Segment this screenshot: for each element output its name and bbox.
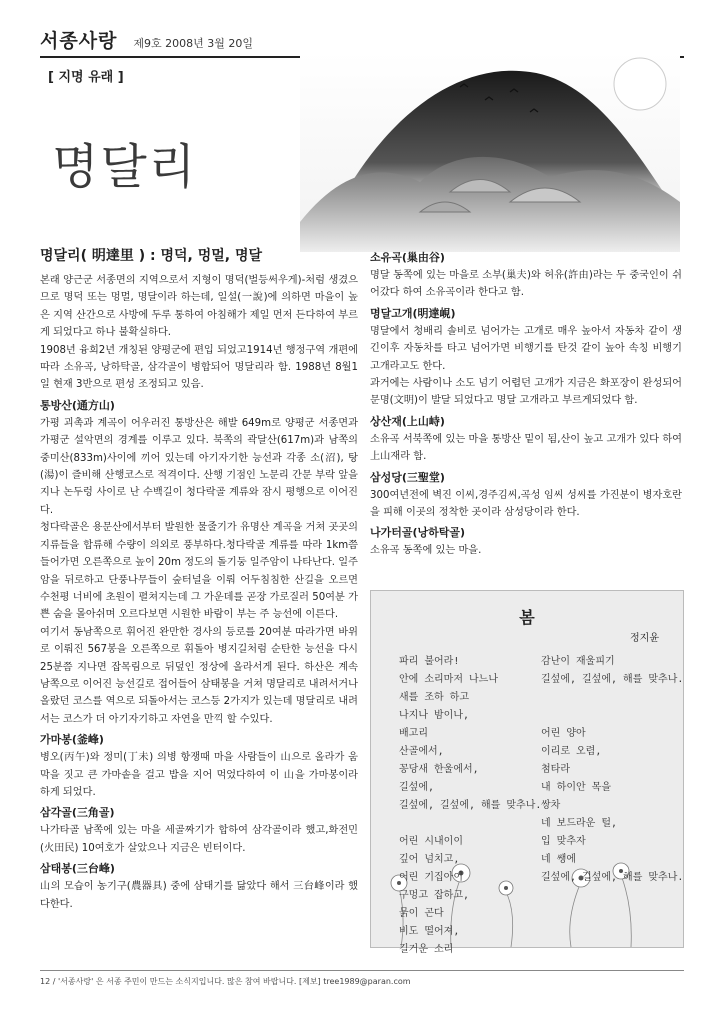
poem-line: 길섶에, 길섶에, 해를 맞추나. — [399, 800, 542, 811]
poem-line: 길섶에, 길섶에, 해를 맞추나. — [541, 872, 684, 883]
poem-line — [541, 689, 681, 707]
poem-line: 파리 불어라! — [399, 656, 460, 667]
poem-line: 쌍차 — [541, 800, 561, 811]
section-paragraph: 가평 괴촉과 계곡이 어우러진 통방산은 해발 649m로 양평군 서종면과 가평군 설악면의 경계를 이루고 있다. 북쪽의 곽달산(617m)과 남쪽의 중미산(833m)사이에 끼어 있는데 아기자기한 능선과 각종 소(沼), 탕(湯)이 즐비해 산행코스로 적격이다. 산행 기점인 노문리 간문 부락 앞을 지나 논두렁 사이로 난 수백길이 청다락골 계류와 잠시 평행으로 이어진다. — [40, 417, 358, 516]
poem-line: 내 하이안 목을 — [541, 782, 612, 793]
section-paragraph: 명달 동쪽에 있는 마을로 소부(巢夫)와 허유(許由)라는 두 중국인이 쉬어갔다 하여 소유곡이라 한다고 함. — [370, 270, 682, 299]
poem-line: 어린 양아 — [541, 728, 586, 739]
section-heading: 가마봉(釜峰) — [40, 733, 104, 747]
poem-line: 꽁당새 한울에서, — [399, 764, 479, 775]
poem-line — [541, 707, 681, 725]
section-heading: 삼태봉(三台峰) — [40, 862, 115, 876]
mountain-village-illustration — [300, 52, 680, 252]
poem-line: 길섶에, — [399, 782, 435, 793]
section-heading: 상산재(上山峙) — [370, 414, 445, 428]
poem-line: 구멍고 잡하고, — [399, 890, 470, 901]
poem-author: 정지윤 — [630, 633, 659, 644]
section-paragraph: 소유곡 동쪽에 있는 마을. — [370, 545, 482, 557]
right-column — [370, 246, 682, 560]
poem-line: 네 보드라운 털, — [541, 818, 618, 829]
section-paragraph: 청다락골은 용문산에서부터 발원한 물줄기가 유명산 계곡을 거쳐 곳곳의 지류들을 합류해 수량이 의외로 풍부하다.청다락골 계류를 따라 1km쯤 들어가면 오른쪽으로 높이 20m 정도의 돌기둥 일주암이 나타난다. 일주암을 뒤로하고 단풍나무들이 숲터널을 이뤄 어두침침한 산길을 오르면 수천평 너비에 초원이 펼쳐지는데 그 가운데를 곧장 가로질러 50여분 가쁜 숨을 몰아쉬며 오르다보면 시원한 바람이 부는 주 능선에 이른다. — [40, 522, 358, 621]
poem-line: 배고리 — [399, 728, 428, 739]
page-footer: 12 / '서종사랑' 은 서종 주민이 만드는 소식지입니다. 많은 참여 바랍니다. [제보] tree1989@paran.com — [40, 977, 411, 986]
section-paragraph: 과거에는 사람이나 소도 넘기 어렵던 고개가 지금은 화포장이 완성되어 문명(文明)이 발달 되었다고 명달 고개라고 부르게되었다 함. — [370, 378, 682, 407]
section-heading: 소유곡(巢由谷) — [370, 251, 445, 264]
section-paragraph: 명달에서 청배리 솔비로 넘어가는 고개로 매우 높아서 자동차 같이 생긴이후 자동차를 타고 넘어가면 비행기를 탄것 같이 높아 속칭 비행기 고개라고도 한다. — [370, 325, 682, 372]
intro-paragraph: 본래 양근군 서종면의 지역으로서 지형이 명덕(벌등써우게)-처럼 생겼으므로 명덕 또는 멍멀, 명달이라 하는데, 일설(一說)에 의하면 마을이 높은 지역 산간으로 사방에 두루 통하여 아침해가 제일 먼저 든다하여 부르게 되었다고 하나 불확실하다. — [40, 275, 358, 339]
poem-line: 길거운 소리 — [399, 944, 454, 955]
section-heading: 삼성당(三聖堂) — [370, 470, 445, 484]
section-paragraph: 여기서 동남쪽으로 휘어진 완만한 경사의 등로를 20여분 따라가면 바위로 이뤄진 567봉을 오른쪽으로 휘돌아 병지길처럼 순탄한 능선을 다시 25분쯤 지나면 잡목림으로 뒤덮인 정상에 올라서게 된다. 하산은 계속 남쪽으로 이어진 능선길로 접어들어 삼태봉을 거쳐 명달리로 내려서거나 올랐던 코스를 역으로 되돌아서는 코스등 2가지가 있는데 명달리로 내려서는 코스가 더 아기자기하고 자연을 만끽 할 수있다. — [40, 626, 358, 725]
poem-column-right — [541, 653, 684, 887]
poem-line: 묽이 곤다 — [399, 908, 444, 919]
section-heading: 통방산(通方山) — [40, 398, 115, 412]
section-paragraph: 나가타골 남쪽에 있는 마을 세골짜기가 합하여 삼각골이라 했고,화전민(火田民) 10여호가 살았으나 지금은 빈터이다. — [40, 825, 358, 854]
poem-box — [370, 590, 684, 955]
bottom-rule — [40, 970, 684, 971]
poem-line: 길섶에, 길섶에, 해를 맞추나. — [541, 674, 684, 685]
page-title: 명달리 — [52, 139, 198, 195]
poem-line: 감난이 재울피기 — [541, 656, 615, 667]
masthead — [40, 26, 253, 53]
section-heading: 삼각골(三角골) — [40, 806, 115, 820]
poem-line — [399, 815, 539, 833]
intro-paragraph: 1908년 융희2년 개칭된 양평군에 편입 되었고1914년 행정구역 개편에 따라 소유곡, 낭하탁골, 삼각골이 병합되어 명달리라 함. 1988년 8월1일 현재 3반으로 편성 조정되고 있음. — [40, 344, 358, 391]
left-column — [40, 246, 358, 913]
poem-title: 봄 — [519, 608, 535, 627]
newsletter-title: 서종사랑 — [40, 30, 118, 52]
poem-line: 안에 소리마저 나느나 — [399, 674, 498, 685]
section-tag: [ 지명 유래 ] — [48, 70, 124, 85]
poem-line: 산골에서, — [399, 746, 444, 757]
section-paragraph: 병오(丙午)와 정미(丁未) 의병 항쟁때 마을 사람들이 山으로 올라가 움막을 짓고 큰 가마솥을 걸고 밥을 지어 먹었다하여 이 山을 가마봉이라 하게 되었다. — [40, 752, 358, 798]
poem-line: 첨타라 — [541, 764, 570, 775]
poem-line: 입 맞추자 — [541, 836, 586, 847]
section-heading: 나가터골(낭하탁골) — [370, 526, 466, 540]
poem-line: 네 쌩에 — [541, 854, 577, 865]
section-paragraph: 300여년전에 벽진 이씨,경주김씨,곡성 임씨 성씨를 가진분이 병자호란을 피해 이곳의 정착한 곳이라 삼성당이라 한다. — [370, 489, 682, 519]
section-paragraph: 소유곡 서북쪽에 있는 마을 통방산 밑이 됨,산이 높고 고개가 있다 하여上山재라 함. — [370, 433, 682, 463]
section-paragraph: 山의 모습이 농기구(農器具) 중에 삼태기를 닮았다 해서 三台峰이라 했다한다. — [40, 881, 358, 910]
poem-line: 어린 기집아이 — [399, 872, 463, 883]
main-heading: 명달리( 明達里 ) : 명덕, 멍멀, 명달 — [40, 248, 262, 264]
poem-line: 나지나 밤이나, — [399, 710, 470, 721]
issue-info: 제9호 2008년 3월 20일 — [133, 37, 254, 50]
poem-column-left — [399, 653, 542, 959]
poem-line: 비도 떨어져, — [399, 926, 460, 937]
section-heading: 명달고개(明達峴) — [370, 306, 456, 320]
poem-line: 새를 조하 하고 — [399, 692, 470, 703]
poem-line: 깊어 넘치고, — [399, 854, 460, 865]
poem-line: 이리로 오렴, — [541, 746, 602, 757]
poem-line: 어린 시내이이 — [399, 836, 463, 847]
